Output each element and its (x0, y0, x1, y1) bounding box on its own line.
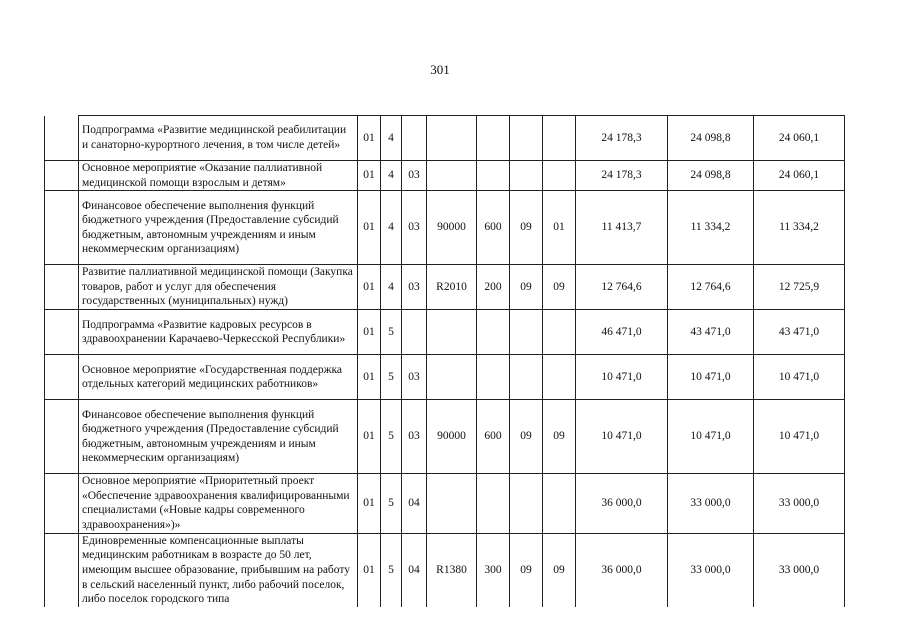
amount-v3: 33 000,0 (754, 533, 845, 607)
code-c5 (477, 161, 510, 191)
code-c2: 5 (381, 355, 402, 400)
code-c6 (510, 116, 543, 161)
code-c3: 03 (402, 161, 427, 191)
code-c6 (510, 310, 543, 355)
code-c1: 01 (358, 533, 381, 607)
code-c4: 90000 (427, 191, 477, 265)
amount-v1: 36 000,0 (576, 533, 668, 607)
budget-table (44, 115, 845, 607)
amount-v2: 11 334,2 (668, 191, 754, 265)
code-c6: 09 (510, 265, 543, 310)
row-margin-cell (45, 191, 79, 265)
code-c3: 03 (402, 265, 427, 310)
amount-v3: 24 060,1 (754, 161, 845, 191)
amount-v2: 24 098,8 (668, 116, 754, 161)
amount-v1: 36 000,0 (576, 474, 668, 533)
code-c5 (477, 474, 510, 533)
code-c1: 01 (358, 474, 381, 533)
table-row (45, 400, 845, 474)
code-c2: 5 (381, 474, 402, 533)
code-c4 (427, 116, 477, 161)
code-c6: 09 (510, 533, 543, 607)
code-c2: 4 (381, 161, 402, 191)
amount-v3: 10 471,0 (754, 400, 845, 474)
row-name: Финансовое обеспечение выполнения функций бюджетного учреждения (Предоставление субсидий бюджетным, автономным учреждениям и иным некоммерческим организациям) (79, 400, 358, 474)
amount-v2: 10 471,0 (668, 355, 754, 400)
code-c1: 01 (358, 265, 381, 310)
code-c5 (477, 310, 510, 355)
amount-v3: 43 471,0 (754, 310, 845, 355)
row-margin-cell (45, 474, 79, 533)
table-body (45, 116, 845, 608)
code-c1: 01 (358, 161, 381, 191)
row-name: Подпрограмма «Развитие медицинской реабилитации и санаторно-курортного лечения, в том числе детей» (79, 116, 358, 161)
table-row (45, 161, 845, 191)
code-c1: 01 (358, 191, 381, 265)
code-c7: 09 (543, 265, 576, 310)
code-c3 (402, 116, 427, 161)
row-name: Основное мероприятие «Оказание паллиативной медицинской помощи взрослым и детям» (79, 161, 358, 191)
amount-v3: 12 725,9 (754, 265, 845, 310)
code-c3: 03 (402, 355, 427, 400)
amount-v1: 10 471,0 (576, 400, 668, 474)
code-c7 (543, 355, 576, 400)
code-c4: 90000 (427, 400, 477, 474)
code-c4 (427, 161, 477, 191)
code-c5: 300 (477, 533, 510, 607)
amount-v3: 10 471,0 (754, 355, 845, 400)
row-name: Основное мероприятие «Приоритетный проект «Обеспечение здравоохранения квалифицированными специалистами («Новые кадры современного здравоохранения»)» (79, 474, 358, 533)
amount-v1: 46 471,0 (576, 310, 668, 355)
row-name: Развитие паллиативной медицинской помощи (Закупка товаров, работ и услуг для обеспечения государственных (муниципальных) нужд) (79, 265, 358, 310)
table-row (45, 355, 845, 400)
code-c3 (402, 310, 427, 355)
page-number: 301 (430, 62, 450, 77)
row-margin-cell (45, 400, 79, 474)
code-c2: 5 (381, 400, 402, 474)
code-c7 (543, 310, 576, 355)
row-name: Подпрограмма «Развитие кадровых ресурсов в здравоохранении Карачаево-Черкесской Республики» (79, 310, 358, 355)
amount-v2: 33 000,0 (668, 533, 754, 607)
code-c3: 03 (402, 400, 427, 474)
amount-v2: 43 471,0 (668, 310, 754, 355)
table-row (45, 310, 845, 355)
code-c5: 600 (477, 191, 510, 265)
code-c7 (543, 116, 576, 161)
code-c2: 4 (381, 191, 402, 265)
row-name: Финансовое обеспечение выполнения функций бюджетного учреждения (Предоставление субсидий бюджетным, автономным учреждениям и иным некоммерческим организациям) (79, 191, 358, 265)
code-c1: 01 (358, 310, 381, 355)
code-c2: 5 (381, 310, 402, 355)
table-row (45, 265, 845, 310)
code-c2: 4 (381, 265, 402, 310)
row-margin-cell (45, 533, 79, 607)
code-c7 (543, 161, 576, 191)
code-c3: 04 (402, 474, 427, 533)
code-c7: 09 (543, 533, 576, 607)
code-c5 (477, 355, 510, 400)
code-c4 (427, 355, 477, 400)
code-c2: 4 (381, 116, 402, 161)
amount-v1: 24 178,3 (576, 161, 668, 191)
code-c4: R1380 (427, 533, 477, 607)
amount-v3: 11 334,2 (754, 191, 845, 265)
row-margin-cell (45, 355, 79, 400)
amount-v1: 24 178,3 (576, 116, 668, 161)
code-c6: 09 (510, 400, 543, 474)
code-c4 (427, 474, 477, 533)
code-c4 (427, 310, 477, 355)
table-row (45, 116, 845, 161)
code-c6 (510, 355, 543, 400)
table-row (45, 474, 845, 533)
row-margin-cell (45, 310, 79, 355)
code-c1: 01 (358, 400, 381, 474)
code-c4: R2010 (427, 265, 477, 310)
amount-v2: 12 764,6 (668, 265, 754, 310)
amount-v1: 11 413,7 (576, 191, 668, 265)
code-c5 (477, 116, 510, 161)
code-c2: 5 (381, 533, 402, 607)
row-margin-cell (45, 265, 79, 310)
amount-v2: 24 098,8 (668, 161, 754, 191)
amount-v3: 33 000,0 (754, 474, 845, 533)
code-c1: 01 (358, 116, 381, 161)
code-c5: 200 (477, 265, 510, 310)
amount-v1: 12 764,6 (576, 265, 668, 310)
amount-v3: 24 060,1 (754, 116, 845, 161)
table-row (45, 191, 845, 265)
code-c6 (510, 474, 543, 533)
amount-v1: 10 471,0 (576, 355, 668, 400)
code-c7: 01 (543, 191, 576, 265)
code-c1: 01 (358, 355, 381, 400)
amount-v2: 10 471,0 (668, 400, 754, 474)
code-c6 (510, 161, 543, 191)
row-margin-cell (45, 116, 79, 161)
code-c7: 09 (543, 400, 576, 474)
row-margin-cell (45, 161, 79, 191)
table-row (45, 533, 845, 607)
code-c6: 09 (510, 191, 543, 265)
code-c7 (543, 474, 576, 533)
code-c3: 03 (402, 191, 427, 265)
row-name: Единовременные компенсационные выплаты медицинским работникам в возрасте до 50 лет, имеющим высшее образование, прибывшим на работу в сельский населенный пункт, либо рабочий поселок, либо поселок городского типа (79, 533, 358, 607)
code-c3: 04 (402, 533, 427, 607)
code-c5: 600 (477, 400, 510, 474)
row-name: Основное мероприятие «Государственная поддержка отдельных категорий медицинских работников» (79, 355, 358, 400)
amount-v2: 33 000,0 (668, 474, 754, 533)
